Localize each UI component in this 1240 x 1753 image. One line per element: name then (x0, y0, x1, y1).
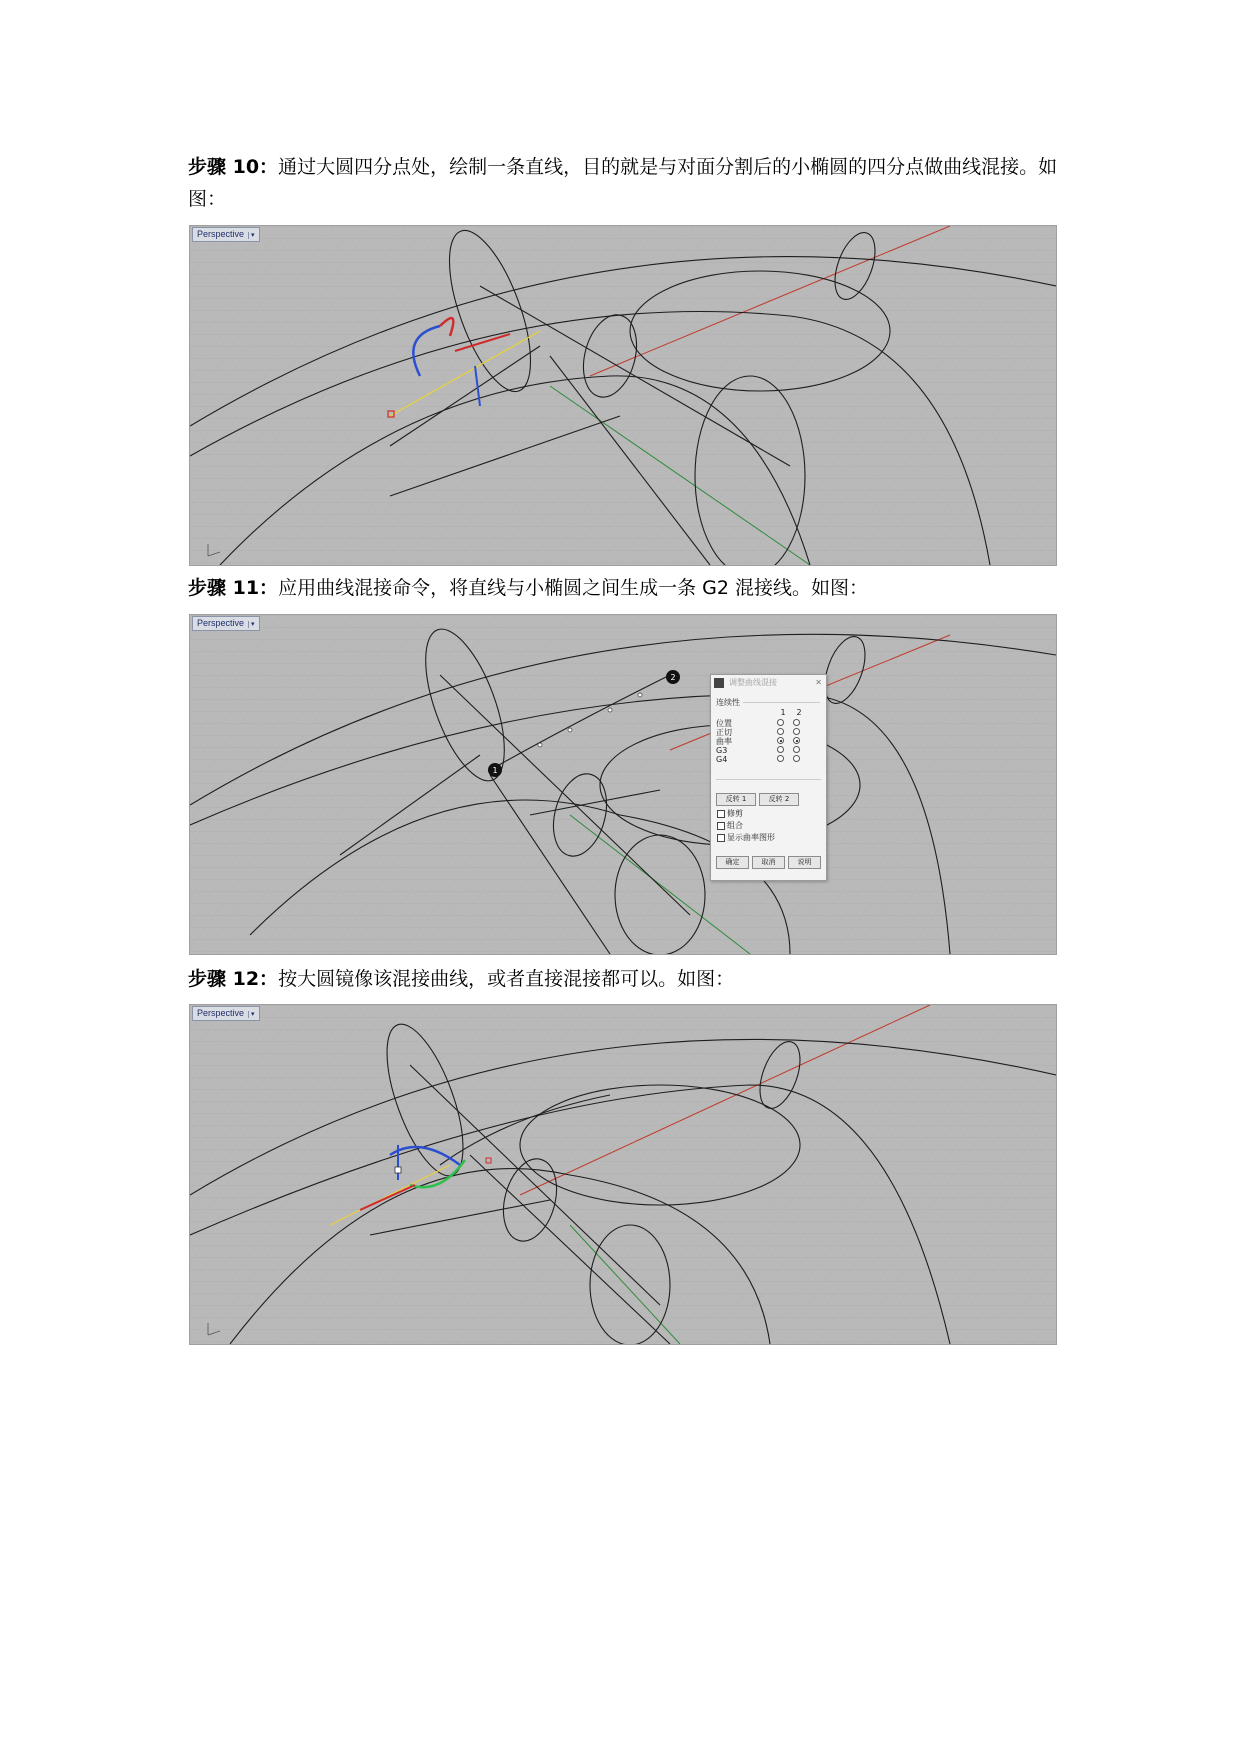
step-label: 步骤 11： (188, 577, 279, 599)
radio-2[interactable] (793, 755, 800, 762)
step-10-paragraph (188, 151, 1058, 215)
divider (716, 779, 821, 780)
column-2-header: 2 (796, 708, 802, 717)
help-button[interactable]: 说明 (788, 856, 821, 869)
option-row-g3: G3 (716, 746, 821, 755)
column-1-header: 1 (780, 708, 786, 717)
option-row-g4: G4 (716, 755, 821, 764)
option-row-curvature: 曲率 (716, 737, 821, 746)
continuity-options (716, 719, 821, 764)
step-label: 步骤 12： (188, 968, 279, 990)
radio-1[interactable] (777, 737, 784, 744)
ok-button[interactable]: 确定 (716, 856, 749, 869)
marker-1: 1 (492, 766, 498, 775)
viewport-step-11[interactable] (189, 614, 1057, 955)
viewport-drawing (190, 226, 1056, 565)
viewport-step-10[interactable] (189, 225, 1057, 566)
viewport-drawing (190, 1005, 1056, 1344)
radio-2[interactable] (793, 719, 800, 726)
radio-2[interactable] (793, 728, 800, 735)
radio-2[interactable] (793, 737, 800, 744)
trim-checkbox[interactable]: 修剪 (717, 809, 743, 819)
flip-2-button[interactable]: 反转 2 (759, 793, 799, 806)
step-11-paragraph (188, 572, 1058, 604)
continuity-section-label: 连续性 (716, 698, 740, 707)
marker-2: 2 (670, 673, 676, 682)
dialog-title: 调整曲线混接 (729, 678, 777, 687)
viewport-tab[interactable]: Perspective ▾ (192, 227, 260, 242)
step-text: 应用曲线混接命令，将直线与小椭圆之间生成一条 G2 混接线。如图： (278, 577, 868, 599)
divider (743, 702, 820, 703)
radio-1[interactable] (777, 755, 784, 762)
viewport-tab[interactable]: Perspective ▾ (192, 1006, 260, 1021)
app-icon (714, 678, 724, 688)
viewport-drawing (190, 615, 1056, 954)
cancel-button[interactable]: 取消 (752, 856, 785, 869)
blend-curve-dialog[interactable] (710, 674, 827, 881)
dialog-title-bar[interactable] (711, 675, 826, 691)
join-checkbox[interactable]: 组合 (717, 821, 743, 831)
viewport-tab[interactable]: Perspective ▾ (192, 616, 260, 631)
step-label: 步骤 10： (188, 156, 279, 178)
option-row-tangent: 正切 (716, 728, 821, 737)
close-icon[interactable]: ✕ (815, 678, 822, 687)
radio-1[interactable] (777, 728, 784, 735)
step-12-paragraph (188, 963, 1058, 995)
step-text: 通过大圆四分点处，绘制一条直线，目的就是与对面分割后的小椭圆的四分点做曲线混接。如图： (188, 156, 1058, 210)
step-text: 按大圆镜像该混接曲线，或者直接混接都可以。如图： (278, 968, 735, 990)
radio-2[interactable] (793, 746, 800, 753)
radio-1[interactable] (777, 746, 784, 753)
viewport-step-12[interactable] (189, 1004, 1057, 1345)
column-headers (775, 708, 815, 717)
option-row-position: 位置 (716, 719, 821, 728)
show-curvature-checkbox[interactable]: 显示曲率图形 (717, 833, 775, 843)
flip-1-button[interactable]: 反转 1 (716, 793, 756, 806)
radio-1[interactable] (777, 719, 784, 726)
